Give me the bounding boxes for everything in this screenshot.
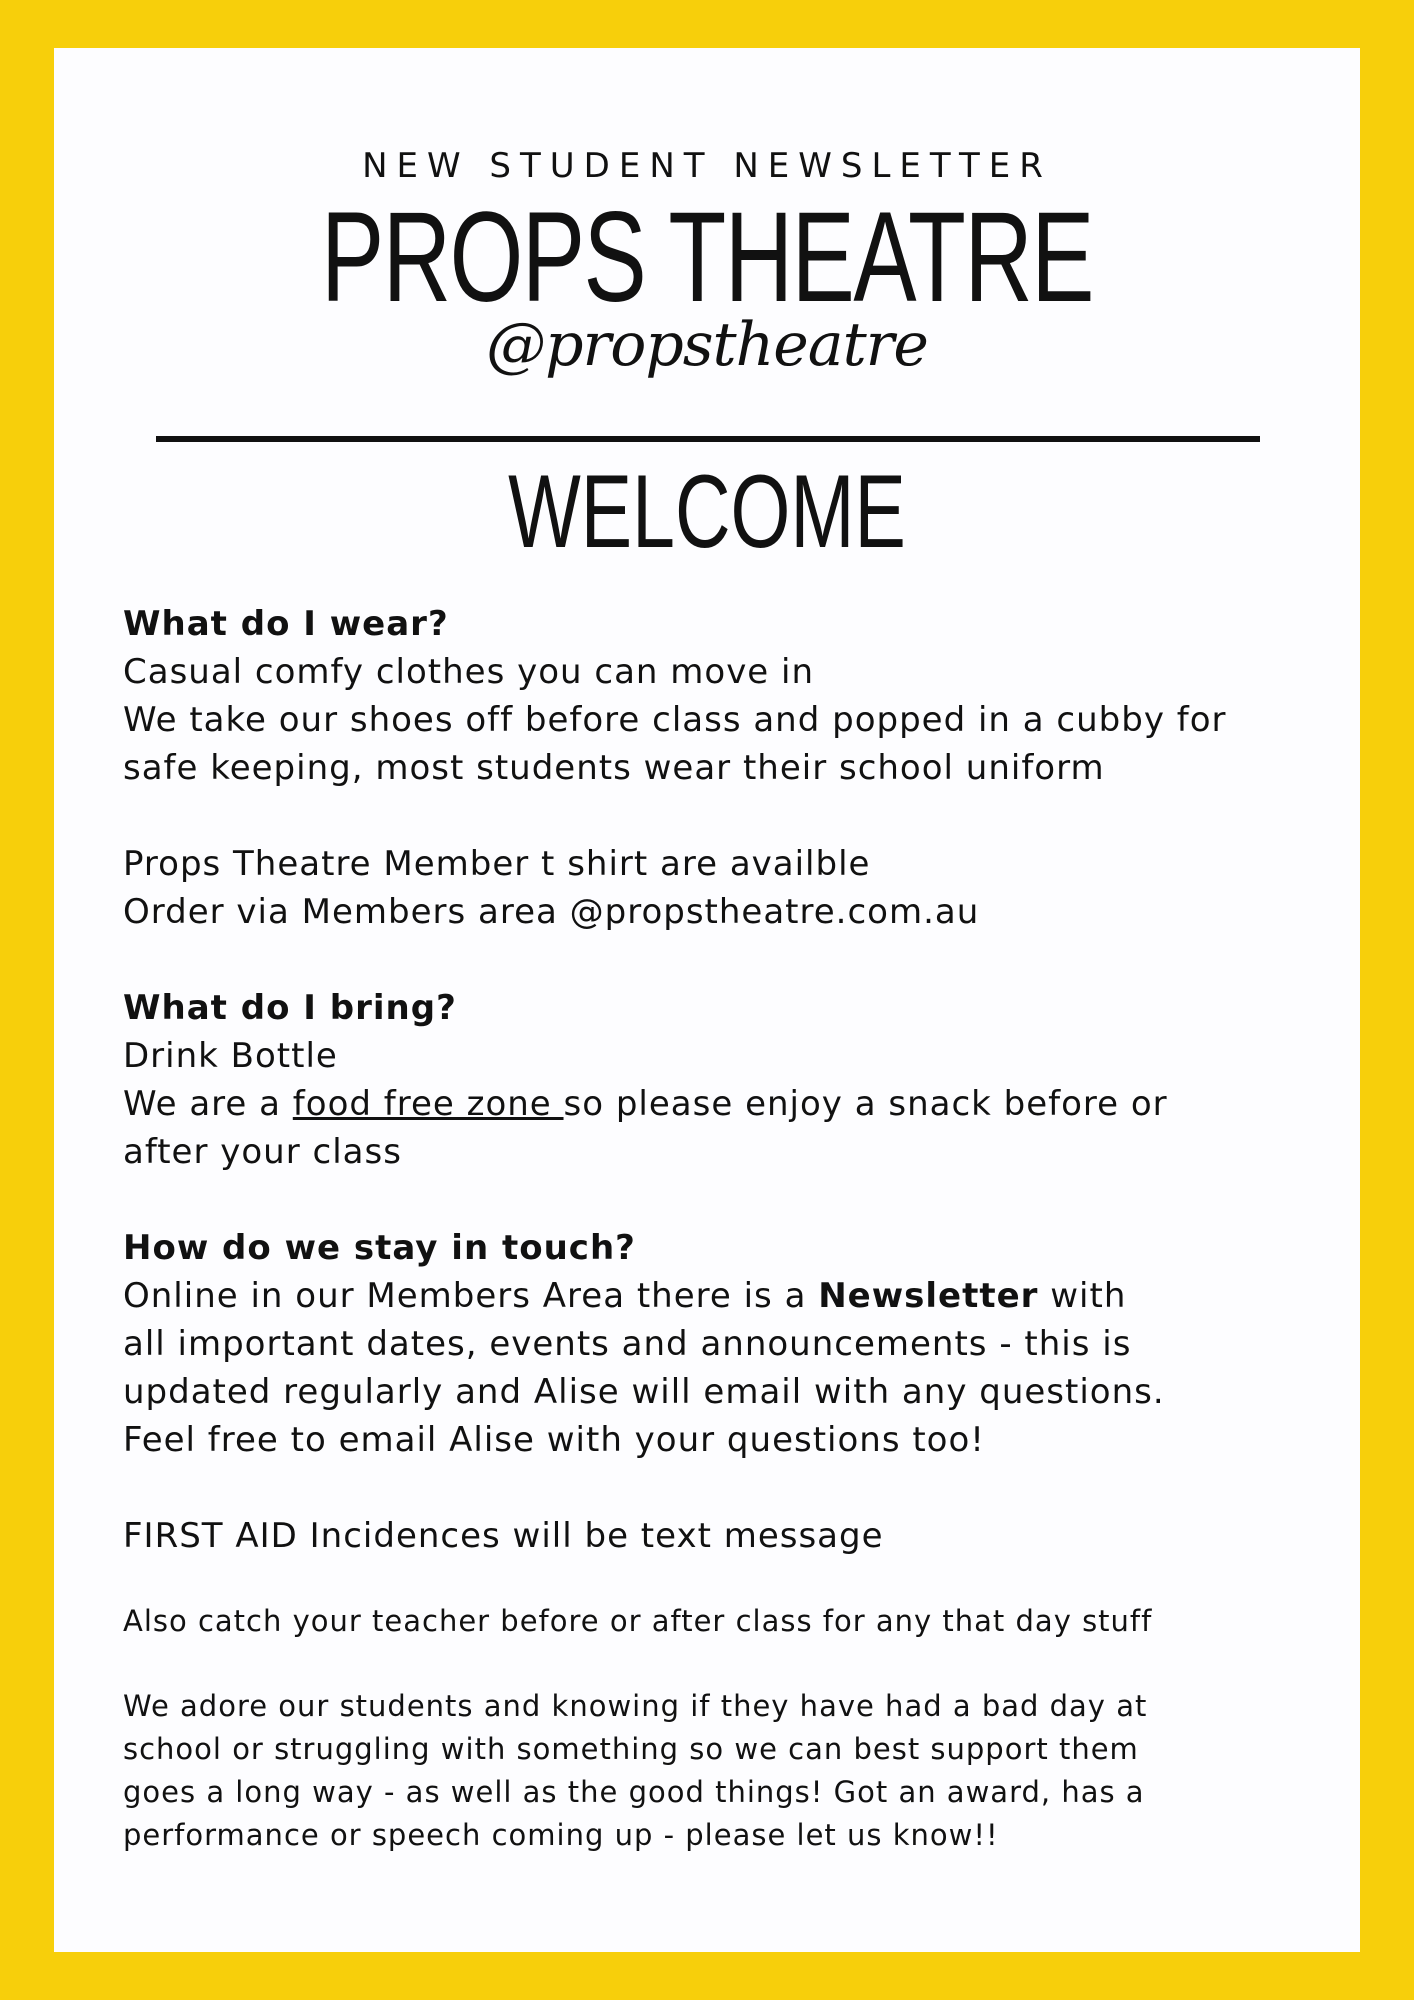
spacer xyxy=(123,936,1323,984)
newsletter-page xyxy=(54,48,1360,1952)
bring-heading: What do I bring? xyxy=(123,988,457,1028)
newsletter-bold-text: Newsletter xyxy=(818,1276,1039,1316)
wear-line-3: safe keeping, most students wear their school uniform xyxy=(123,748,1105,788)
touch-line-4: Feel free to email Alise with your questions too! xyxy=(123,1420,985,1460)
adore-line-3: goes a long way - as well as the good things! Got an award, has a xyxy=(123,1775,1145,1809)
touch-heading: How do we stay in touch? xyxy=(123,1228,636,1268)
adore-line-2: school or struggling with something so we can best support them xyxy=(123,1732,1139,1766)
food-free-zone-text: food free zone xyxy=(292,1084,564,1124)
shirt-line-1: Props Theatre Member t shirt are availble xyxy=(123,844,871,884)
bring-line-1: Drink Bottle xyxy=(123,1036,338,1076)
touch-line-1 xyxy=(123,1272,1323,1320)
adore-line-1: We adore our students and knowing if they have had a bad day at xyxy=(123,1689,1148,1723)
spacer xyxy=(123,1560,1323,1600)
shirt-line-2: Order via Members area @propstheatre.com.au xyxy=(123,892,980,932)
wear-line-2: We take our shoes off before class and popped in a cubby for xyxy=(123,700,1227,740)
wear-heading: What do I wear? xyxy=(123,604,449,644)
teacher-line: Also catch your teacher before or after class for any that day stuff xyxy=(123,1604,1153,1638)
page-title: PROPS THEATRE xyxy=(320,186,1094,329)
divider-rule xyxy=(156,436,1260,442)
newsletter-body xyxy=(123,600,1323,1857)
social-handle: @propstheatre xyxy=(486,310,928,380)
bring-line-3: after your class xyxy=(123,1132,402,1172)
newsletter-subtitle: NEW STUDENT NEWSLETTER xyxy=(362,146,1052,186)
spacer xyxy=(123,1176,1323,1224)
touch-line-2: all important dates, events and announcements - this is xyxy=(123,1324,1132,1364)
spacer xyxy=(123,1643,1323,1685)
touch-line-1-post: with xyxy=(1038,1276,1127,1316)
bring-line-2-post: so please enjoy a snack before or xyxy=(563,1084,1168,1124)
spacer xyxy=(123,1464,1323,1512)
spacer xyxy=(123,792,1323,840)
bring-line-2-pre: We are a xyxy=(123,1084,293,1124)
touch-line-1-pre: Online in our Members Area there is a xyxy=(123,1276,819,1316)
touch-line-3: updated regularly and Alise will email with any questions. xyxy=(123,1372,1165,1412)
welcome-heading: WELCOME xyxy=(508,454,906,570)
first-aid-line: FIRST AID Incidences will be text message xyxy=(123,1516,884,1556)
wear-line-1: Casual comfy clothes you can move in xyxy=(123,652,815,692)
adore-line-4: performance or speech coming up - please let us know!! xyxy=(123,1818,999,1852)
bring-line-2 xyxy=(123,1080,1323,1128)
